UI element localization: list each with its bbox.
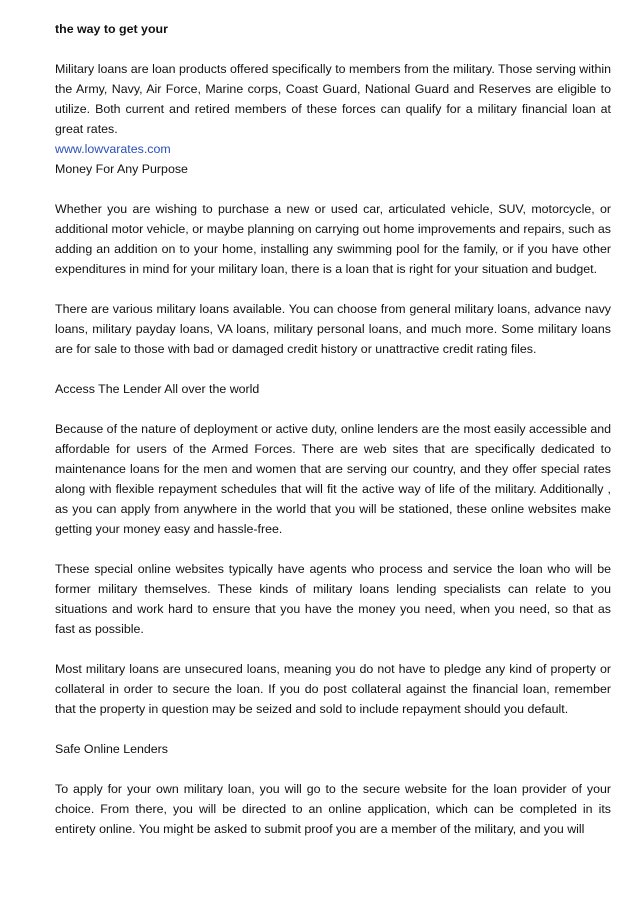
website-link[interactable]: www.lowvarates.com [55,142,171,156]
section-heading-access-lender: Access The Lender All over the world [55,382,260,396]
paragraph-loan-types: There are various military loans available. You can choose from general military loans, advance navy loans, military payday loans, VA loans, military personal loans, and much more. Some military loans are for sale to those with bad or damaged credit history or unattractive credit rating files. [55,302,611,356]
paragraph-special-websites: These special online websites typically have agents who process and service the loan who will be former military themselves. These kinds of military loans lending specialists can relate to you situations and work hard to ensure that you have the money you need, when you need, so that as fast as possible. [55,562,611,636]
paragraph-online-lenders: Because of the nature of deployment or active duty, online lenders are the most easily accessible and affordable for users of the Armed Forces. There are web sites that are specifically dedicated to maintenance loans for the men and women that are serving our country, and they offer special rates along with flexible repayment schedules that will fit the active way of life of the military. Additionally , as you can apply from anywhere in the world that you will be stationed, these online websites make getting your money easy and hassle-free. [55,422,611,536]
intro-paragraph: Military loans are loan products offered specifically to members from the military. Those serving within the Army, Navy, Air Force, Marine corps, Coast Guard, National Guard and Reserves are eligible to utilize. Both current and retired members of these forces can qualify for a military financial loan at great rates. [55,62,611,136]
paragraph-purchase-purposes: Whether you are wishing to purchase a new or used car, articulated vehicle, SUV, motorcycle, or additional motor vehicle, or maybe planning on carrying out home improvements and repairs, such as adding an addition on to your home, installing any swimming pool for the family, or if you have other expenditures in mind for your military loan, there is a loan that is right for your situation and budget. [55,202,611,276]
paragraph-apply: To apply for your own military loan, you will go to the secure website for the loan provider of your choice. From there, you will be directed to an online application, which can be completed in its entirety online. You might be asked to submit proof you are a member of the military, and you will [55,782,611,836]
document-title: the way to get your [55,22,168,36]
document-page [55,19,611,839]
section-heading-safe-online-lenders: Safe Online Lenders [55,742,168,756]
paragraph-unsecured-loans: Most military loans are unsecured loans, meaning you do not have to pledge any kind of property or collateral in order to secure the loan. If you do post collateral against the financial loan, remember that the property in question may be seized and sold to include repayment should you default. [55,662,611,716]
section-heading-money-for-any-purpose: Money For Any Purpose [55,162,188,176]
